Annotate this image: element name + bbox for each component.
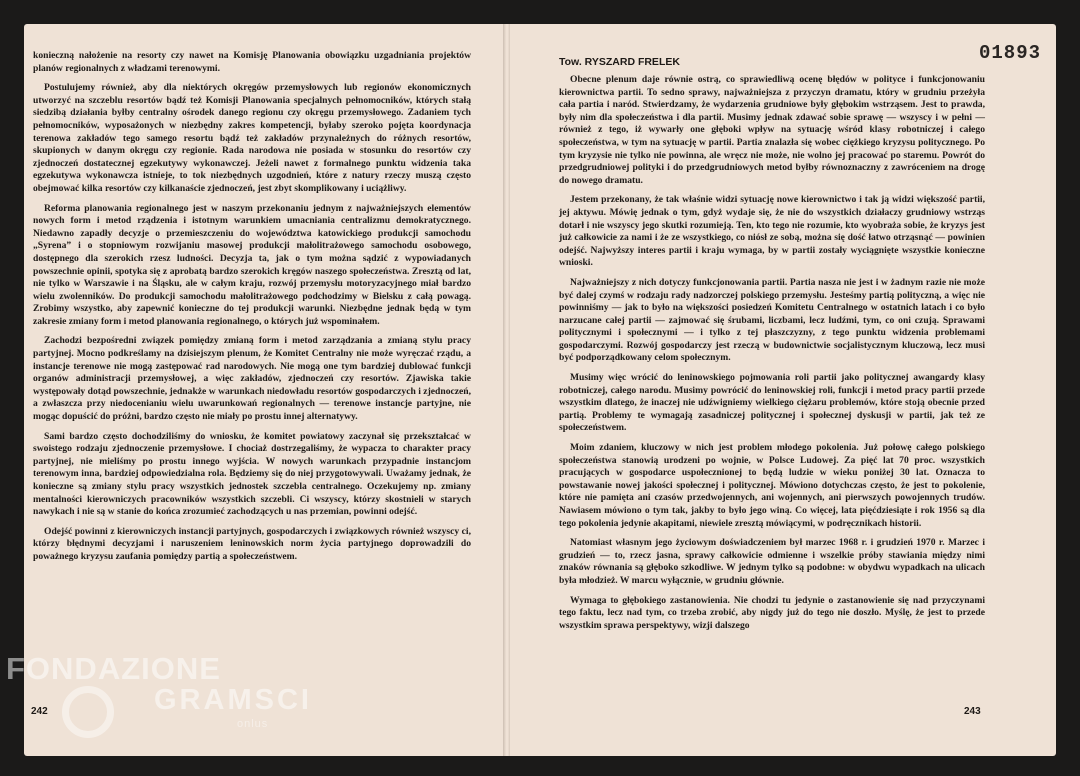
page-number-right: 243 <box>964 706 981 717</box>
paragraph: Najważniejszy z nich dotyczy funkcjonowania partii. Partia nasza nie jest i w żadnym razie nie może być dalej czymś w rodzaju rady nadzorczej polskiego przemysłu. Jesteśmy partią polityczną, a więc nie powinniśmy — jak to było na większości posiedzeń Komitetu Centralnego w ostatnich latach i co było narzucane całej partii — zajmować się śrubami, liczbami, lecz ludźmi, tym, co oni czują. Sprawami politycznymi i społecznymi — i tylko z tej płaszczyzny, z tego punktu widzenia problemami gospodarczymi. Rozwój gospodarczy jest rzeczą w budownictwie socjalistycznym kluczową, lecz musi być podporządkowany celom społecznym. <box>559 276 985 364</box>
paragraph: Sami bardzo często dochodziliśmy do wniosku, że komitet powiatowy zaczynał się przekształcać w swoistego rodzaju zjednoczenie przemysłowe. I chociaż dostrzegaliśmy, że wypacza to charakter pracy partyjnej, nie mieliśmy po prostu innego wyjścia. W nowych warunkach przypadnie instancjom terenowym inna, bardziej odpowiedzialna rola. Będziemy się do niej przygotowywali. Uważamy jednak, że konieczne są zmiany stylu pracy wszystkich jednostek szczebla centralnego. Oczekujemy np. zmiany mentalności kierowniczych pracowników wszystkich szczebli. Ci wszyscy, którzy skostnieli w starych nawykach i nie są w stanie do końca zrozumieć zachodzących u nas przemian, powinni odejść. <box>33 430 471 518</box>
watermark-line1: FONDAZIONE <box>6 651 221 686</box>
paragraph: Natomiast własnym jego życiowym doświadczeniem był marzec 1968 r. i grudzień 1970 r. Marzec i grudzień — to, rzecz jasna, sprawy całkowicie odmienne i wszelkie próby stawiania między nimi znaków równania są głęboko szkodliwe. W jednym tylko są podobne: w obydwu wypadkach na ulicach była młodzież. W marcu wyłącznie, w grudniu głównie. <box>559 537 985 586</box>
paragraph: Zachodzi bezpośredni związek pomiędzy zmianą form i metod zarządzania a zmianą stylu pracy partyjnej. Mocno podkreślamy na dzisiejszym plenum, że Komitet Centralny nie może wyręczać rządu, a instancje terenowe nie mogą zastępować rad narodowych. Nie mogą one tym bardziej dublować funkcji organów administracji przemysłowej, a więc zakładów, zjednoczeń czy resortów. Zjawiska takie występowały dotąd powszechnie, jednakże w warunkach niedowładu resortów gospodarczych i zjednoczeń, a zwłaszcza przy niedocenianiu wielu uwarunkowań regionalnych — terenowe instancje partyjne, nie mogąc dopuścić do próżni, bardzo często nie miały po prostu innej alternatywy. <box>33 335 471 423</box>
paragraph: Jestem przekonany, że tak właśnie widzi sytuację nowe kierownictwo i tak ją widzi większość partii, jej aktywu. Mówię jednak o tym, gdyż wydaje się, że nie do wszystkich działaczy grudniowy wstrząs dotarł i nie wszyscy jego skutki rozumieją. Ten, kto tego nie rozumie, kto wyobraża sobie, że kryzys jest już całkowicie za nami i że ze wszystkiego, co niósł ze sobą, można się dość łatwo otrząsnąć — powinien odejść. Najwyższy interes partii i kraju wymaga, by w partii zostały wyciągnięte wszystkie konieczne wnioski. <box>559 194 985 269</box>
right-page <box>510 24 1056 756</box>
paragraph: Odejść powinni z kierowniczych instancji partyjnych, gospodarczych i związkowych również wszyscy ci, którzy błędnymi decyzjami i naruszeniem leninowskich norm życia partyjnego doprowadzili do poważnego kryzysu zaufania pomiędzy partią a społeczeństwem. <box>33 525 471 562</box>
left-text-column <box>33 50 471 571</box>
paragraph: Postulujemy również, aby dla niektórych okręgów przemysłowych lub regionów ekonomicznych utworzyć na szczeblu resortów bądź też Komisji Planowania specjalnych pełnomocników, których stałą siedzibą działania byłby centralny ośrodek danego regionu czy okręgu przemysłowego. Zadaniem tych pełnomocników, wyposażonych w niezbędny zakres kompetencji, byłaby szeroko pojęta koordynacja terenowa zakładów tego samego resortu bądź też zakładów przynależnych do różnych resortów, skupionych w danym okręgu czy regionie. Rada narodowa nie posiada w stosunku do resortów czy zjednoczeń dostatecznej egzekutywy wykonawczej. Jeżeli nawet z formalnego punktu widzenia taka egzekutywa wykonawcza istnieje, to tok niezbędnych uzgodnień, które z natury rzeczy muszą często obejmować kilka resortów czy kilkanaście zjednoczeń, jest zbyt skomplikowany i uciążliwy. <box>33 82 471 194</box>
paragraph: Moim zdaniem, kluczowy w nich jest problem młodego pokolenia. Już połowę całego polskiego społeczeństwa stanowią urodzeni po wojnie, w Polsce Ludowej. Za pięć lat 70 proc. wszystkich pracujących w gospodarce uspołecznionej to będą ludzie w wieku poniżej 30 lat. Oznacza to powstawanie nowej jakości społecznej i politycznej. Mówiono dotychczas często, że jest to pokolenie, które nie pamięta ani czasów przedwojennych, ani wojennych, ani pierwszych powojennych trudów. Nawiasem mówiono o tym tak, jakby to było jego winą. Co więcej, lata pięćdziesiąte i rok 1956 są dla tego pokolenia jedynie akapitami, niewiele zresztą mówiącymi, w podręcznikach historii. <box>559 442 985 529</box>
paragraph: Musimy więc wrócić do leninowskiego pojmowania roli partii jako politycznej awangardy klasy robotniczej, całego narodu. Musimy powrócić do leninowskiej roli, funkcji i metod pracy partii przede wszystkim dlatego, że inaczej nie udźwigniemy wielkiego ciężaru problemów, które stoją obecnie przed partią. Problemy te wymagają zasadniczej politycznej i społecznej dyskusji w partii, jak też ze społeczeństwem. <box>559 372 985 434</box>
watermark-line2: GRAMSCI <box>154 684 312 716</box>
right-text-column <box>559 74 985 639</box>
speaker-heading: Tow. RYSZARD FRELEK <box>559 56 680 68</box>
paragraph: Wymaga to głębokiego zastanowienia. Nie chodzi tu jedynie o zastanowienie się nad przyczynami tego faktu, lecz nad tym, co trzeba zrobić, aby nigdy już do tego nie doszło. Myślę, że jest to przede wszystkim sprawa perspektywy, wizji dalszego <box>559 594 985 631</box>
left-page <box>24 24 504 756</box>
paragraph: Reforma planowania regionalnego jest w naszym przekonaniu jednym z najważniejszych elementów nowych form i metod rządzenia i istotnym warunkiem umacniania centralizmu demokratycznego. Niedawno zapadły decyzje o przemieszczeniu do województwa katowickiego produkcji samochodu „Syrena” i o stopniowym rozwijaniu masowej produkcji małolitrażowego samochodu osobowego, dostępnego dla szerokich rzesz ludności. Decyzja ta, jak o tym można sądzić z wypowiadanych powszechnie opinii, spotyka się z aprobatą bardzo szerokich kręgów naszego społeczeństwa. Zresztą od lat, nie tylko w Warszawie i na Śląsku, ale w całym kraju, rozwój przemysłu motoryzacyjnego miał bardzo wielu zwolenników. Do produkcji samochodu małolitrażowego podchodzimy w Bielsku z całą powagą. Zrobimy wszystko, aby zapewnić konieczne do tej produkcji warunki. Niezbędne jednak będą w tym zakresie zmiany form i metod planowania regionalnego, o których już wspominałem. <box>33 202 471 327</box>
paragraph: konieczną nałożenie na resorty czy nawet na Komisję Planowania obowiązku uzgadniania projektów planów regionalnych z władzami terenowymi. <box>33 50 471 74</box>
page-number-left: 242 <box>31 706 48 717</box>
watermark-sub: onlus <box>237 718 269 730</box>
archive-stamp-number: 01893 <box>979 42 1042 64</box>
paragraph: Obecne plenum daje równie ostrą, co sprawiedliwą ocenę błędów w polityce i funkcjonowaniu kierownictwa partii. To sedno sprawy, najważniejsza z przyczyn dramatu, który w grudniu przeżyła cała partia i naród. Stwierdzamy, że wydarzenia grudniowe były głębokim wstrząsem. Jest to prawda, były nim dla społeczeństwa i dla partii. Musimy jednak zdawać sobie sprawę — wszyscy i w pełni — również z tego, iż wywarły one głęboki wpływ na sytuację wśród klasy robotniczej i całego społeczeństwa, w tym na sytuację w partii. Partia znalazła się wobec ciężkiego kryzysu politycznego. Po tym kryzysie nie tylko nie powinna, ale wręcz nie może, nie wolno jej pracować po staremu. Powrót do przedgrudniowej polityki i do przedgrudniowych metod byłby równoznaczny z zawróceniem na drogę do nowego dramatu. <box>559 74 985 186</box>
